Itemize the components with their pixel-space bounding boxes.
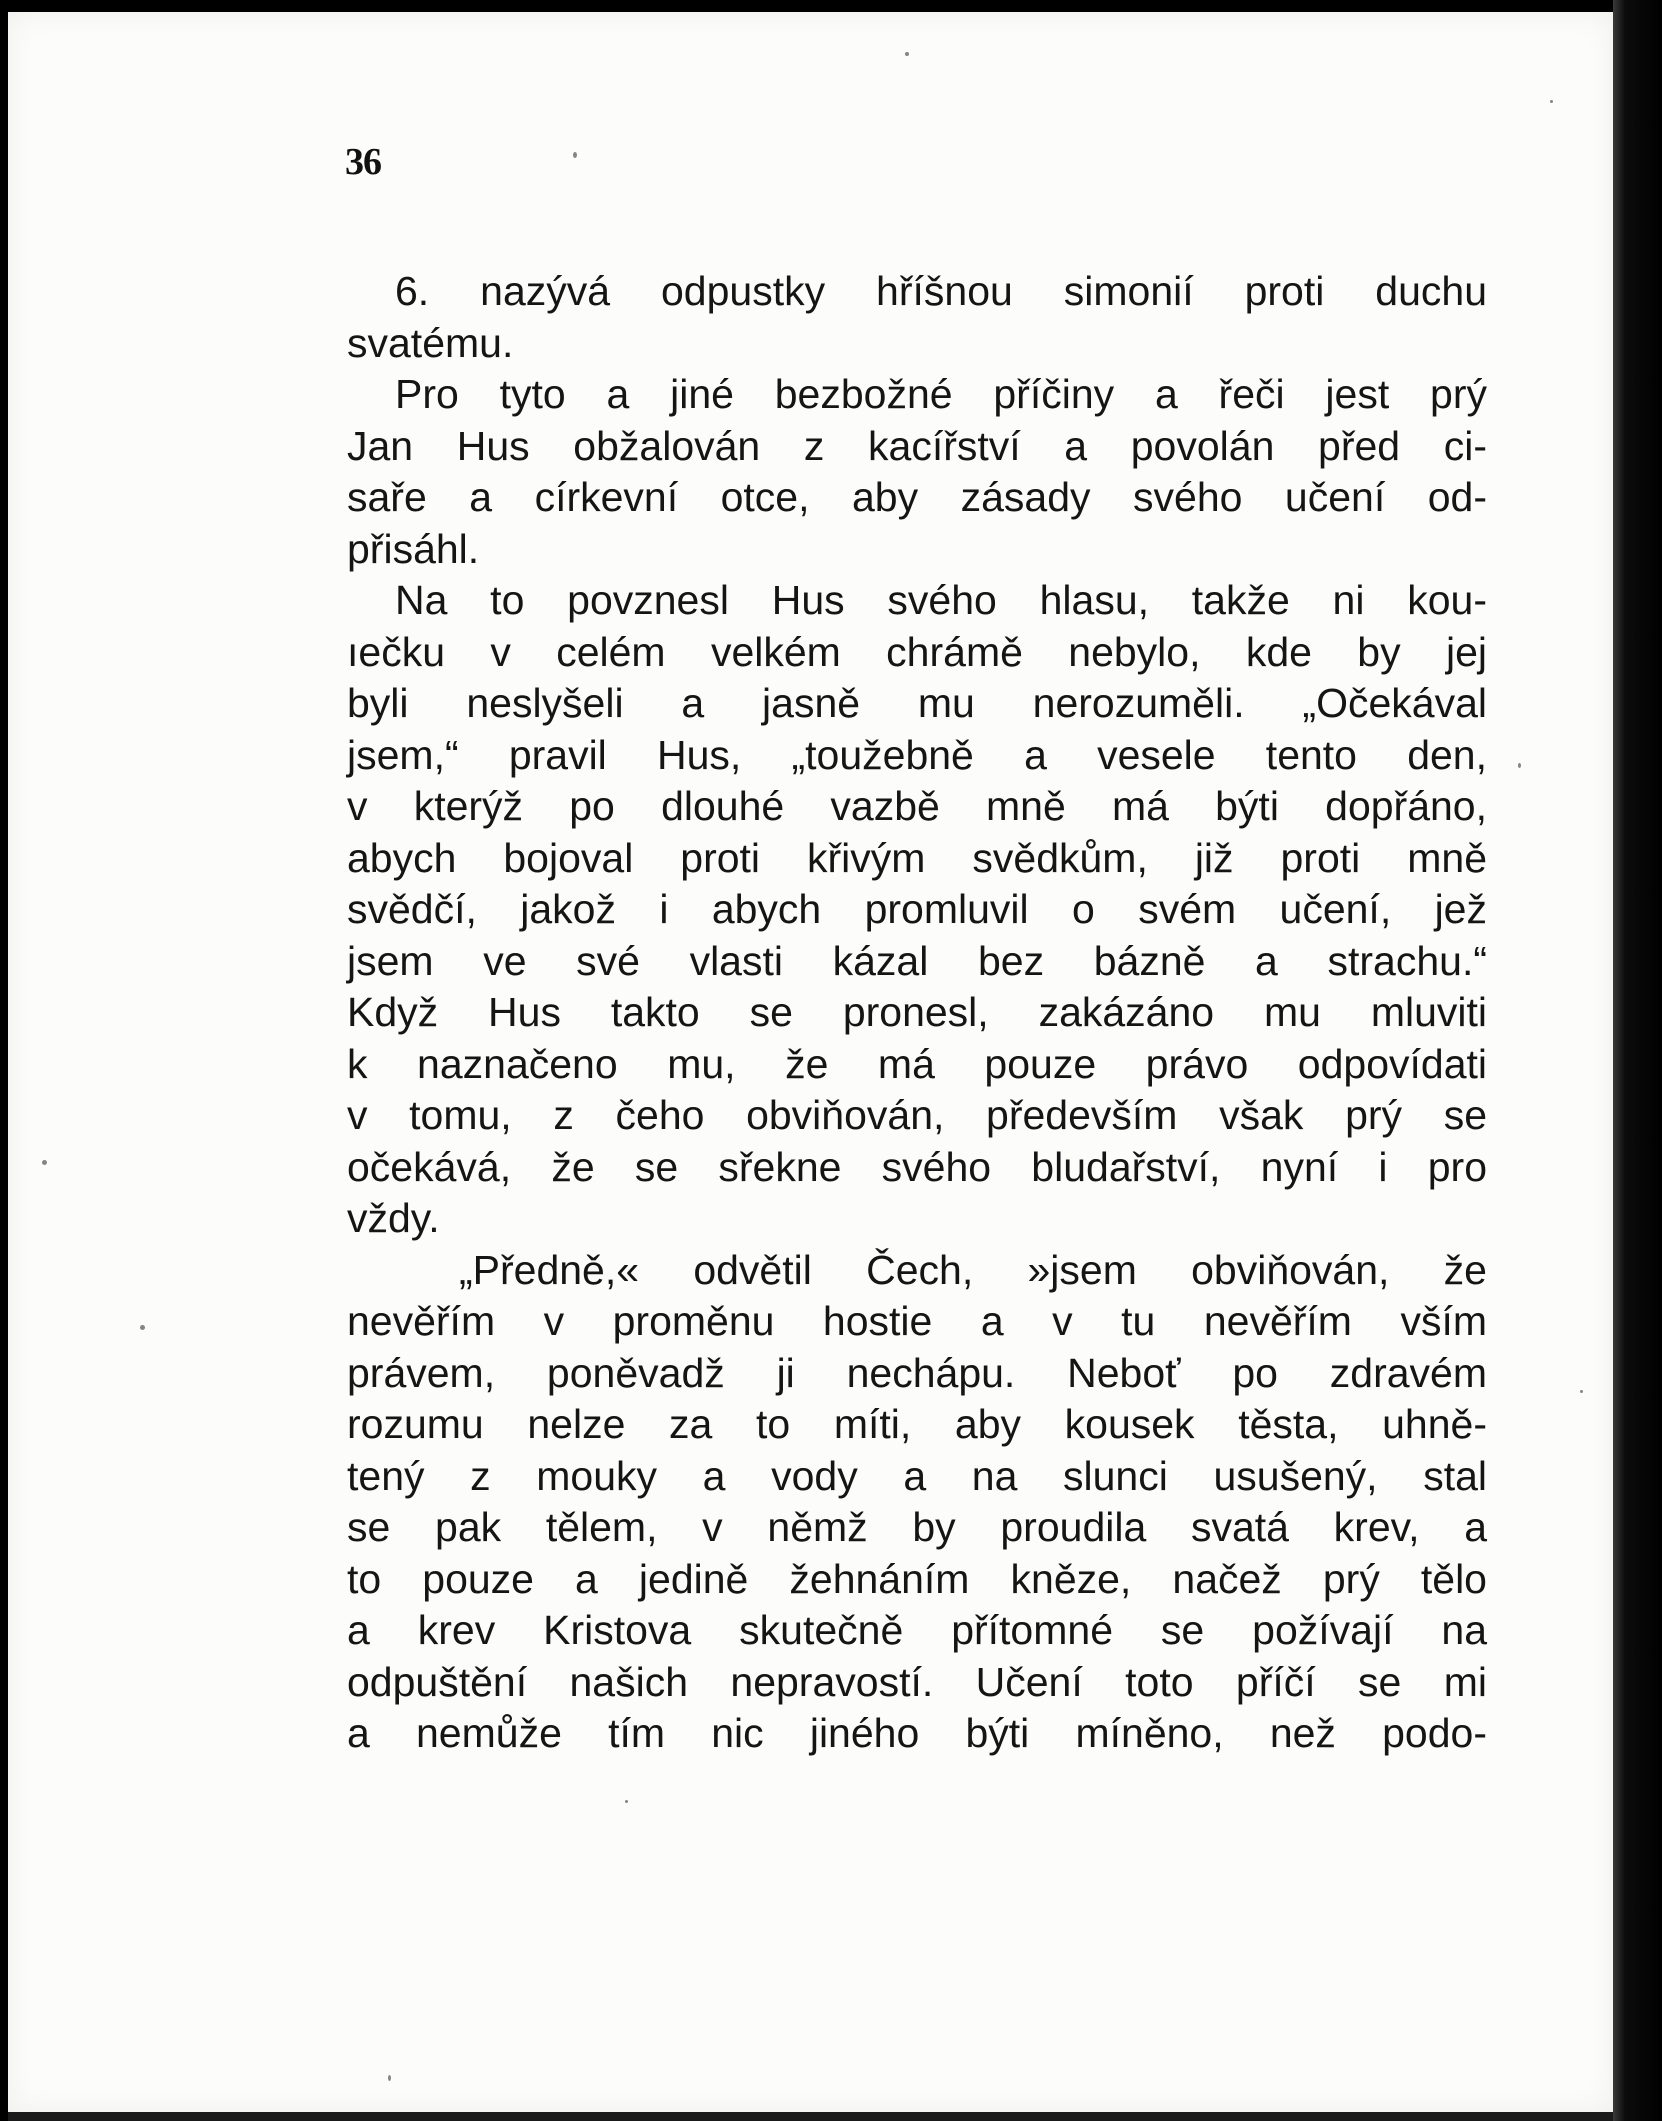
text-line: byli neslyšeli a jasně mu nerozuměli. „Očekával — [347, 680, 1487, 726]
text-line: přisáhl. — [347, 525, 480, 572]
text-line: a krev Kristova skutečně přítomné se požívají na — [347, 1607, 1487, 1653]
text-line: ıečku v celém velkém chrámě nebylo, kde by jej — [347, 628, 1487, 675]
text-line: očekává, že se sřekne svého bludařství, nyní i pro — [347, 1143, 1487, 1190]
text-line: nevěřím v proměnu hostie a v tu nevěřím vším — [347, 1298, 1487, 1344]
scan-right-edge — [1613, 0, 1662, 2121]
text-line: „Předně,« odvětil Čech, »jsem obviňován, že — [459, 1246, 1487, 1293]
text-line: 6. nazývá odpustky hříšnou simonií proti duchu — [395, 268, 1487, 314]
text-line: odpuštění našich nepravostí. Učení toto příčí se mi — [347, 1658, 1487, 1705]
text-line: saře a církevní otce, aby zásady svého učení od- — [347, 474, 1487, 520]
text-line: v tomu, z čeho obviňován, především však prý se — [347, 1092, 1487, 1138]
page-number: 36 — [345, 141, 381, 183]
text-line: abych bojoval proti křivým svědkům, již proti mně — [347, 834, 1487, 881]
text-line: svatému. — [347, 319, 514, 366]
text-line: Když Hus takto se pronesl, zakázáno mu mluviti — [347, 989, 1487, 1035]
text-line: rozumu nelze za to míti, aby kousek těsta, uhně- — [347, 1401, 1487, 1447]
text-line: Jan Hus obžalován z kacířství a povolán před ci- — [347, 422, 1487, 469]
text-line: se pak tělem, v němž by proudila svatá krev, a — [347, 1504, 1487, 1550]
text-line: právem, poněvadž ji nechápu. Neboť po zdravém — [347, 1349, 1487, 1396]
text-line: to pouze a jedině žehnáním kněze, načež prý tělo — [347, 1555, 1487, 1602]
text-line: Na to povznesl Hus svého hlasu, takže ni kou- — [395, 577, 1487, 623]
text-line: Pro tyto a jiné bezbožné příčiny a řeči jest prý — [395, 371, 1487, 417]
text-line: k naznačeno mu, že má pouze právo odpovídati — [347, 1040, 1487, 1087]
text-line: jsem ve své vlasti kázal bez bázně a strachu.“ — [347, 937, 1487, 984]
scan-top-edge — [0, 0, 1662, 12]
text-line: svědčí, jakož i abych promluvil o svém učení, jež — [347, 886, 1487, 932]
text-line: jsem,“ pravil Hus, „toužebně a vesele tento den, — [347, 731, 1487, 778]
text-line: tený z mouky a vody a na slunci usušený, stal — [347, 1452, 1487, 1499]
body-text — [347, 266, 1487, 1760]
text-line: a nemůže tím nic jiného býti míněno, než podo- — [347, 1710, 1487, 1756]
text-line: vždy. — [347, 1195, 440, 1241]
scan-left-edge — [0, 0, 8, 2121]
text-line: v kterýž po dlouhé vazbě mně má býti dopřáno, — [347, 783, 1487, 829]
